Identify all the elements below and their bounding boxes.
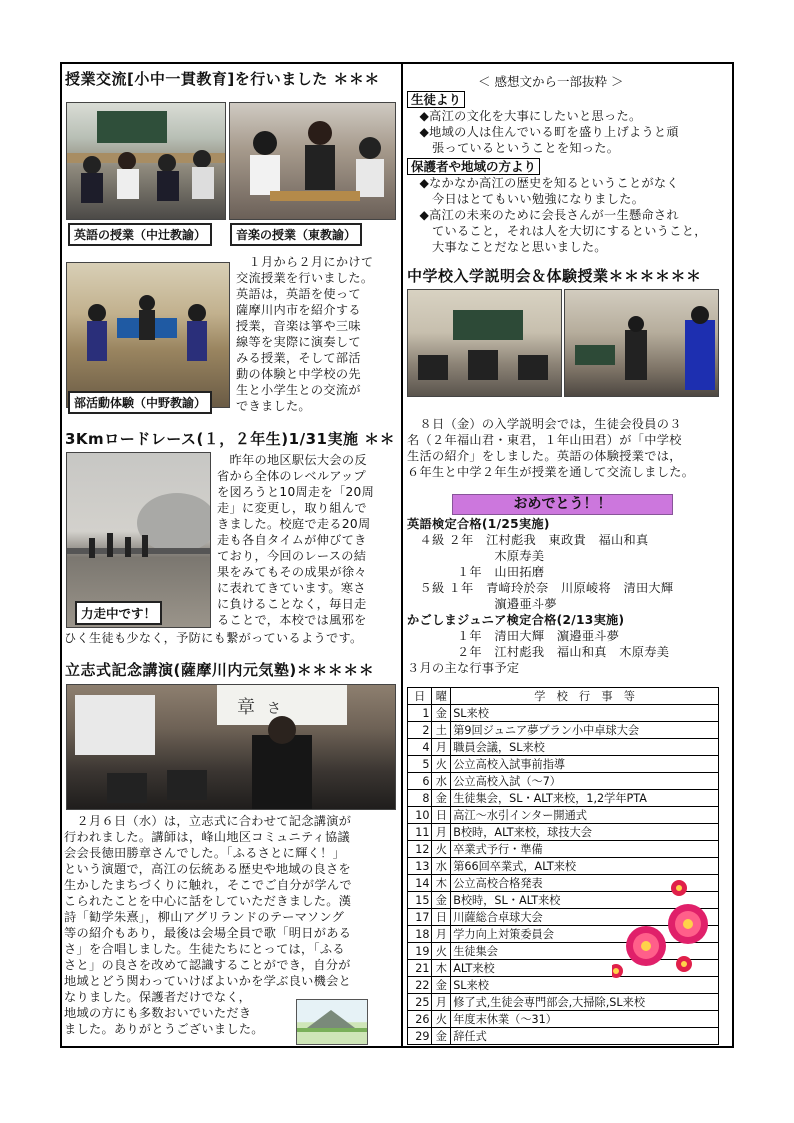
race-line: を図ろうと10周走を「20周 [217, 485, 375, 499]
schedule-day: 5 [408, 756, 432, 773]
schedule-day: 6 [408, 773, 432, 790]
schedule-day: 2 [408, 722, 432, 739]
entrance-body [407, 416, 694, 480]
schedule-header-row [408, 688, 719, 705]
schedule-row [408, 1011, 719, 1028]
schedule-row [408, 807, 719, 824]
schedule-row [408, 722, 719, 739]
speech-line: なりました。保護者だけでなく， [64, 990, 252, 1004]
race-line: 走」に変更し，取り組んで [217, 501, 367, 515]
banner-char-1: 章 [237, 697, 255, 718]
exchange-body [236, 254, 396, 414]
english-class-photo [66, 102, 226, 220]
impressions-title: ＜ 感想文から一部抜粋 ＞ [478, 74, 624, 89]
schedule-day: 17 [408, 909, 432, 926]
parents-line: ◆なかなか高江の歴史を知るということがなく [407, 176, 679, 190]
schedule-day: 25 [408, 994, 432, 1011]
speech-line: 行われました。講師は，峰山地区コミュニティ協議 [64, 830, 350, 844]
music-class-photo [229, 102, 396, 220]
schedule-event: 職員会議，SL来校 [451, 739, 719, 756]
exchange-line: できました。 [236, 399, 311, 413]
plum-flower-icon [612, 964, 623, 978]
students-line: 張っているということを知った。 [407, 141, 620, 155]
schedule-event: 卒業式予行・準備 [451, 841, 719, 858]
schedule-event: 川薩総合卓球大会 [451, 909, 719, 926]
parents-line: ◆高江の未来のために会長さんが一生懸命され [407, 208, 679, 222]
race-line: きました。校庭で走る20周 [217, 517, 371, 531]
schedule-event: B校時，ALT来校，球技大会 [451, 824, 719, 841]
schedule-weekday: 水 [432, 773, 451, 790]
parents-line: 大事なことだなと思いました。 [407, 240, 607, 254]
parents-tag: 保護者や地域の方より [407, 158, 540, 175]
exchange-line: 生と小学生との交流が [236, 383, 361, 397]
race-line: 昨年の地区駅伝大会の反 [217, 453, 367, 467]
schedule-day: 29 [408, 1028, 432, 1045]
schedule-weekday: 木 [432, 960, 451, 977]
speech-line: 地域の方にも多数おいでいただき [64, 1006, 252, 1020]
schedule-row [408, 790, 719, 807]
plum-flower-icon [668, 904, 708, 944]
schedule-event: ALT来校 [451, 960, 719, 977]
schedule-row [408, 1028, 719, 1045]
race-line: に表れてきています。寒さ [217, 581, 366, 595]
eiken-line: 濵邉亜斗夢 [407, 597, 557, 611]
speech-line: さ」を合唱しました。生徒たちにとっては，「ふる [64, 942, 345, 956]
schedule-day: 14 [408, 875, 432, 892]
caption-club-activity: 部活動体験（中野教諭） [68, 391, 212, 414]
junior-title: かごしまジュニア検定合格(2/13実施) [407, 613, 625, 627]
schedule-weekday: 金 [432, 1028, 451, 1045]
junior-line: １年 清田大輝 濵邉亜斗夢 [407, 629, 620, 643]
speech-line: 詩「勧学朱熹」，柳山アグリランドのテーマソング [64, 910, 345, 924]
junior-line: ２年 江村彪我 福山和真 木原寿美 [407, 645, 670, 659]
schedule-weekday: 月 [432, 824, 451, 841]
exchange-line: １月から２月にかけて [236, 255, 374, 269]
speech-line: 生かしたまちづくりに触れ，そこでご自分が学んで [64, 878, 352, 892]
eiken-title: 英語検定合格(1/25実施) [407, 517, 550, 531]
schedule-row [408, 756, 719, 773]
speech-title: 立志式記念講演(薩摩川内元気塾)＊＊＊＊＊ [65, 661, 375, 679]
schedule-event: SL来校 [451, 705, 719, 722]
entrance-line: ８日（金）の入学説明会では，生徒会役員の３ [407, 417, 682, 431]
eiken-line: ４級 ２年 江村彪我 東政貴 福山和真 [407, 533, 649, 547]
schedule-day: 10 [408, 807, 432, 824]
english-class-illustration [67, 103, 226, 220]
schedule-event: 公立高校合格発表 [451, 875, 719, 892]
schedule-event: B校時，SL・ALT来校 [451, 892, 719, 909]
schedule-event: 辞任式 [451, 1028, 719, 1045]
schedule-row [408, 858, 719, 875]
schedule-weekday: 月 [432, 739, 451, 756]
schedule-day: 11 [408, 824, 432, 841]
schedule-weekday: 金 [432, 977, 451, 994]
plum-blossom-decoration [612, 876, 712, 986]
exchange-line: みる授業，そして部活 [236, 351, 361, 365]
schedule-day: 4 [408, 739, 432, 756]
schedule-day: 19 [408, 943, 432, 960]
speech-line: ２月６日（水）は，立志式に合わせて記念講演が [64, 814, 352, 828]
caption-music-class: 音楽の授業（東教諭） [230, 223, 362, 246]
schedule-event: 学力向上対策委員会 [451, 926, 719, 943]
caption-race: 力走中です！ [75, 601, 162, 625]
eiken-line: 木原寿美 [407, 549, 545, 563]
students-line: ◆地域の人は住んでいる町を盛り上げようと頑 [407, 125, 679, 139]
club-activity-photo [66, 262, 230, 408]
banner-char-2: さ [267, 701, 281, 717]
race-line: 果をみてもその成果が徐々 [217, 565, 367, 579]
entrance-title: 中学校入学説明会＆体験授業＊＊＊＊＊＊ [407, 267, 702, 285]
schedule-table [407, 687, 719, 1045]
eiken-section [407, 516, 673, 676]
schedule-day: 8 [408, 790, 432, 807]
schedule-weekday: 木 [432, 875, 451, 892]
speech-line: 会会長徳田勝章さんでした。「ふるさとに輝く！」 [64, 846, 346, 860]
schedule-day: 13 [408, 858, 432, 875]
congrats-banner: おめでとう！！ [452, 494, 673, 515]
schedule-weekday: 火 [432, 1011, 451, 1028]
schedule-row [408, 705, 719, 722]
header-weekday: 曜 [432, 688, 451, 705]
mountain-icon [297, 1000, 367, 1044]
students-tag: 生徒より [407, 91, 465, 108]
students-section [407, 89, 707, 255]
eiken-line: １年 山田拓磨 [407, 565, 545, 579]
schedule-event: 年度末休業（～31） [451, 1011, 719, 1028]
plum-flower-icon [671, 880, 687, 896]
schedule-weekday: 金 [432, 705, 451, 722]
speech-line: こられたことを中心に話をしていただきました。漢 [64, 894, 352, 908]
exchange-title: 授業交流[小中一貫教育]を行いました ＊＊＊ [65, 70, 380, 88]
schedule-day: 21 [408, 960, 432, 977]
schedule-weekday: 火 [432, 943, 451, 960]
exchange-line: 交流授業を行いました。 [236, 271, 374, 285]
schedule-event: 修了式,生徒会専門部会,大掃除,SL来校 [451, 994, 719, 1011]
schedule-row [408, 841, 719, 858]
speech-line: 等の紹介もあり，最後は会場全員で歌「明日がある [64, 926, 352, 940]
parents-line: ていること，それは人を大切にするということ， [407, 224, 707, 238]
speech-line: 地域とどう関わっていけばよいかを学ぶ良い機会と [64, 974, 352, 988]
race-body [217, 452, 397, 628]
schedule-weekday: 金 [432, 790, 451, 807]
entrance-line: ６年生と中学２年生が授業を通して交流しました。 [407, 465, 695, 479]
race-line: ており，今回のレースの結 [217, 549, 367, 563]
schedule-row [408, 824, 719, 841]
plum-flower-icon [676, 956, 692, 972]
schedule-weekday: 火 [432, 841, 451, 858]
schedule-day: 15 [408, 892, 432, 909]
parents-line: 今日はとてもいい勉強になりました。 [407, 192, 645, 206]
header-day: 日 [408, 688, 432, 705]
experience-class-photo [564, 289, 719, 397]
schedule-weekday: 金 [432, 892, 451, 909]
schedule-row [408, 739, 719, 756]
column-divider [401, 62, 403, 1048]
schedule-event: 生徒集会 [451, 943, 719, 960]
schedule-day: 1 [408, 705, 432, 722]
exchange-line: 線等を実際に演奏して [236, 335, 361, 349]
schedule-weekday: 土 [432, 722, 451, 739]
students-line: ◆高江の文化を大事にしたいと思った。 [407, 109, 642, 123]
header-event: 学 校 行 事 等 [451, 688, 719, 705]
speech-line: という演題で，高江の伝統ある歴史や地域の良さを [64, 862, 351, 876]
caption-english-class: 英語の授業（中辻教諭） [68, 223, 212, 246]
race-line: 省から全体のレベルアップ [217, 469, 366, 483]
schedule-day: 18 [408, 926, 432, 943]
schedule-day: 22 [408, 977, 432, 994]
schedule-row [408, 773, 719, 790]
schedule-title: ３月の主な行事予定 [407, 661, 520, 675]
schedule-weekday: 火 [432, 756, 451, 773]
entrance-line: 名（２年福山君・東君，１年山田君）が「中学校 [407, 433, 682, 447]
schedule-weekday: 水 [432, 858, 451, 875]
schedule-weekday: 日 [432, 909, 451, 926]
speech-photo [66, 684, 396, 810]
exchange-line: 英語は，英語を使って [236, 287, 361, 301]
schedule-event: 公立高校入試（～7） [451, 773, 719, 790]
schedule-day: 12 [408, 841, 432, 858]
speech-line: ました。ありがとうございました。 [64, 1022, 264, 1036]
schedule-weekday: 月 [432, 926, 451, 943]
entrance-line: 生活の紹介」をしました。英語の体験授業では， [407, 449, 682, 463]
experience-class-illustration [565, 290, 719, 397]
music-class-illustration [230, 103, 396, 220]
speech-line: さと」の良さを改めて認識することができ，自分が [64, 958, 351, 972]
schedule-event: 第9回ジュニア夢プラン小中卓球大会 [451, 722, 719, 739]
schedule-event: 公立高校入試事前指導 [451, 756, 719, 773]
schedule-weekday: 月 [432, 994, 451, 1011]
race-line-full: ひく生徒も少なく，予防にも繋がっているようです。 [64, 631, 363, 645]
entrance-meeting-photo [407, 289, 562, 397]
eiken-line: ５級 １年 青﨑玲於奈 川原崚将 清田大輝 [407, 581, 674, 595]
plum-flower-icon [626, 926, 666, 966]
schedule-day: 26 [408, 1011, 432, 1028]
race-line: ることで，本校では風邪を [217, 613, 367, 627]
speech-illustration [67, 685, 396, 810]
schedule-event: 第66回卒業式，ALT来校 [451, 858, 719, 875]
entrance-meeting-illustration [408, 290, 562, 397]
race-line: 走も各自タイムが伸びてき [217, 533, 367, 547]
schedule-row [408, 994, 719, 1011]
exchange-line: 薩摩川内市を紹介する [236, 303, 361, 317]
race-line: に負けることなく，毎日走 [217, 597, 367, 611]
race-title: 3Kmロードレース(１，２年生)1/31実施 ＊＊ [65, 430, 396, 448]
schedule-event: 高江～水引インター開通式 [451, 807, 719, 824]
schedule-event: 生徒集会，SL・ALT来校，1,2学年PTA [451, 790, 719, 807]
exchange-line: 授業，音楽は箏や三味 [236, 319, 361, 333]
mountain-illustration [296, 999, 368, 1045]
club-activity-illustration [67, 263, 230, 408]
exchange-line: 動の体験と中学校の先 [236, 367, 361, 381]
schedule-weekday: 日 [432, 807, 451, 824]
schedule-event: SL来校 [451, 977, 719, 994]
